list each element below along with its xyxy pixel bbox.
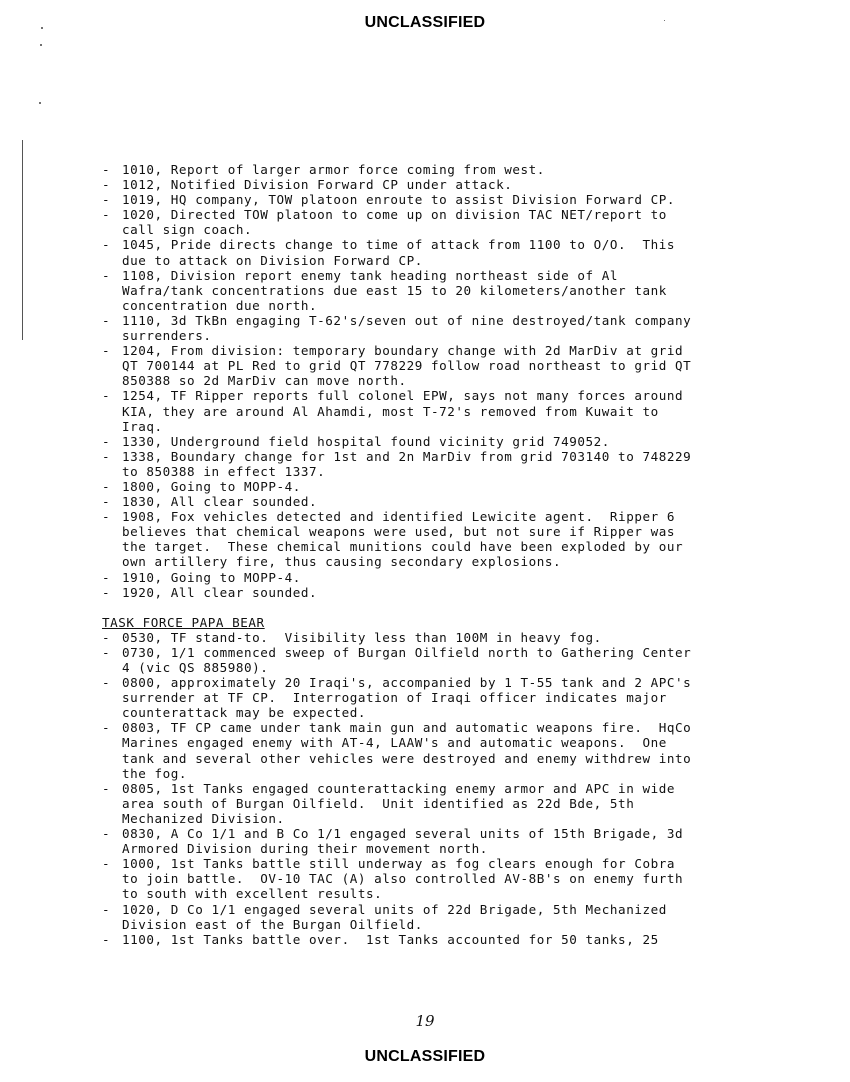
log-entry-line: call sign coach.: [122, 222, 253, 238]
log-entry-line: Mechanized Division.: [122, 810, 285, 826]
section-title: TASK FORCE PAPA BEAR: [102, 614, 265, 630]
log-entry-line: 1830, All clear sounded.: [122, 494, 318, 510]
log-entry: [102, 720, 822, 780]
log-entry: [102, 826, 822, 856]
log-entry-line: 1908, Fox vehicles detected and identified Lewicite agent. Ripper 6: [122, 509, 675, 525]
bullet-dash: -: [102, 267, 111, 283]
bullet-dash: -: [102, 569, 111, 585]
log-entry-line: 1010, Report of larger armor force coming from west.: [122, 162, 545, 177]
log-entry-line: 1100, 1st Tanks battle over. 1st Tanks accounted for 50 tanks, 25: [122, 931, 659, 947]
classification-footer: UNCLASSIFIED: [364, 1048, 486, 1065]
log-entry: [102, 268, 822, 313]
log-entry: [102, 585, 822, 600]
log-entry-line: Armored Division during their movement north.: [122, 841, 488, 857]
log-entry: [102, 313, 822, 343]
log-entry: [102, 856, 822, 901]
chronology-list-part1: [102, 162, 822, 600]
bullet-dash: -: [102, 856, 111, 872]
log-entry-line: to join battle. OV-10 TAC (A) also controlled AV-8B's on enemy furth: [122, 871, 684, 887]
log-entry: [102, 932, 822, 947]
log-entry-line: 1800, Going to MOPP-4.: [122, 478, 301, 494]
log-entry-line: 850388 so 2d MarDiv can move north.: [122, 373, 407, 389]
log-entry-line: surrenders.: [122, 328, 212, 344]
log-entry: [102, 237, 822, 267]
log-entry-line: to 850388 in effect 1337.: [122, 463, 326, 479]
log-entry-line: Division east of the Burgan Oilfield.: [122, 916, 423, 932]
bullet-dash: -: [102, 388, 111, 404]
bullet-dash: -: [102, 433, 111, 449]
log-entry-line: 1330, Underground field hospital found vicinity grid 749052.: [122, 433, 610, 449]
bullet-dash: -: [102, 826, 111, 842]
log-entry-line: believes that chemical weapons were used, but not sure if Ripper was: [122, 524, 675, 540]
bullet-dash: -: [102, 177, 111, 193]
bullet-dash: -: [102, 720, 111, 736]
bullet-dash: -: [102, 931, 111, 947]
log-entry-line: 0530, TF stand-to. Visibility less than 100M in heavy fog.: [122, 629, 602, 645]
log-entry-line: QT 700144 at PL Red to grid QT 778229 follow road northeast to grid QT: [122, 358, 692, 374]
log-entry-line: Wafra/tank concentrations due east 15 to 20 kilometers/another tank: [122, 282, 667, 298]
log-entry: [102, 162, 822, 177]
log-entry-line: 1254, TF Ripper reports full colonel EPW, says not many forces around: [122, 388, 684, 404]
log-entry-line: 4 (vic QS 885980).: [122, 660, 269, 675]
bullet-dash: -: [102, 644, 111, 660]
log-entry: [102, 902, 822, 932]
log-entry-line: due to attack on Division Forward CP.: [122, 252, 423, 268]
bullet-dash: -: [102, 312, 111, 328]
chronology-list-part2: [102, 630, 822, 947]
log-entry: [102, 494, 822, 509]
log-entry-line: 0803, TF CP came under tank main gun and automatic weapons fire. HqCo: [122, 720, 692, 736]
bullet-dash: -: [102, 237, 111, 253]
log-entry-line: KIA, they are around Al Ahamdi, most T-72's removed from Kuwait to: [122, 403, 659, 419]
log-entry: [102, 449, 822, 479]
bullet-dash: -: [102, 629, 111, 645]
scan-speck: [41, 27, 43, 29]
log-entry-line: 1108, Division report enemy tank heading northeast side of Al: [122, 267, 619, 283]
bullet-dash: -: [102, 162, 111, 177]
log-entry: [102, 479, 822, 494]
log-entry-line: Marines engaged enemy with AT-4, LAAW's and automatic weapons. One: [122, 735, 667, 751]
log-entry-line: own artillery fire, thus causing secondary explosions.: [122, 554, 562, 570]
log-entry-line: 0805, 1st Tanks engaged counterattacking enemy armor and APC in wide: [122, 780, 675, 796]
log-entry-line: 1019, HQ company, TOW platoon enroute to assist Division Forward CP.: [122, 192, 675, 208]
log-entry-line: 0830, A Co 1/1 and B Co 1/1 engaged several units of 15th Brigade, 3d: [122, 826, 684, 842]
log-entry-line: 1012, Notified Division Forward CP under attack.: [122, 177, 513, 193]
log-entry-line: 1910, Going to MOPP-4.: [122, 569, 301, 585]
log-entry-line: Iraq.: [122, 418, 163, 434]
chronology-body: [102, 162, 822, 947]
bullet-dash: -: [102, 343, 111, 359]
log-entry-line: the target. These chemical munitions could have been exploded by our: [122, 539, 684, 555]
log-entry: [102, 434, 822, 449]
scan-speck: [664, 20, 665, 21]
log-entry-line: concentration due north.: [122, 297, 318, 313]
bullet-dash: -: [102, 675, 111, 691]
bullet-dash: -: [102, 494, 111, 510]
log-entry: [102, 177, 822, 192]
log-entry-line: 0730, 1/1 commenced sweep of Burgan Oilfield north to Gathering Center: [122, 644, 692, 660]
log-entry-line: 1338, Boundary change for 1st and 2n MarDiv from grid 703140 to 748229: [122, 448, 692, 464]
log-entry-line: 1020, Directed TOW platoon to come up on division TAC NET/report to: [122, 207, 667, 223]
page-number: 19: [415, 1012, 435, 1030]
log-entry-line: 1045, Pride directs change to time of attack from 1100 to O/O. This: [122, 237, 675, 253]
log-entry: [102, 570, 822, 585]
bullet-dash: -: [102, 584, 111, 600]
log-entry: [102, 388, 822, 433]
log-entry: [102, 630, 822, 645]
log-entry: [102, 509, 822, 569]
log-entry-line: 1000, 1st Tanks battle still underway as fog clears enough for Cobra: [122, 856, 675, 872]
bullet-dash: -: [102, 509, 111, 525]
log-entry-line: 1920, All clear sounded.: [122, 584, 318, 600]
log-entry-line: area south of Burgan Oilfield. Unit identified as 22d Bde, 5th: [122, 795, 635, 811]
log-entry: [102, 192, 822, 207]
log-entry: [102, 781, 822, 826]
bullet-dash: -: [102, 207, 111, 223]
log-entry-line: 0800, approximately 20 Iraqi's, accompanied by 1 T-55 tank and 2 APC's: [122, 675, 692, 691]
log-entry-line: 1110, 3d TkBn engaging T-62's/seven out of nine destroyed/tank company: [122, 312, 692, 328]
log-entry-line: the fog.: [122, 765, 188, 781]
log-entry: [102, 207, 822, 237]
log-entry-line: counterattack may be expected.: [122, 705, 366, 721]
bullet-dash: -: [102, 901, 111, 917]
classification-header: UNCLASSIFIED: [364, 14, 486, 31]
scan-speck: [39, 102, 41, 104]
bullet-dash: -: [102, 478, 111, 494]
bullet-dash: -: [102, 780, 111, 796]
log-entry-line: 1204, From division: temporary boundary change with 2d MarDiv at grid: [122, 343, 684, 359]
log-entry: [102, 343, 822, 388]
margin-change-bar: [22, 140, 23, 340]
scan-speck: [40, 44, 42, 46]
log-entry-line: surrender at TF CP. Interrogation of Iraqi officer indicates major: [122, 690, 667, 706]
bullet-dash: -: [102, 192, 111, 208]
log-entry-line: tank and several other vehicles were destroyed and enemy withdrew into: [122, 750, 692, 766]
bullet-dash: -: [102, 448, 111, 464]
log-entry: [102, 675, 822, 720]
log-entry-line: to south with excellent results.: [122, 886, 383, 902]
log-entry-line: 1020, D Co 1/1 engaged several units of 22d Brigade, 5th Mechanized: [122, 901, 667, 917]
log-entry: [102, 645, 822, 675]
